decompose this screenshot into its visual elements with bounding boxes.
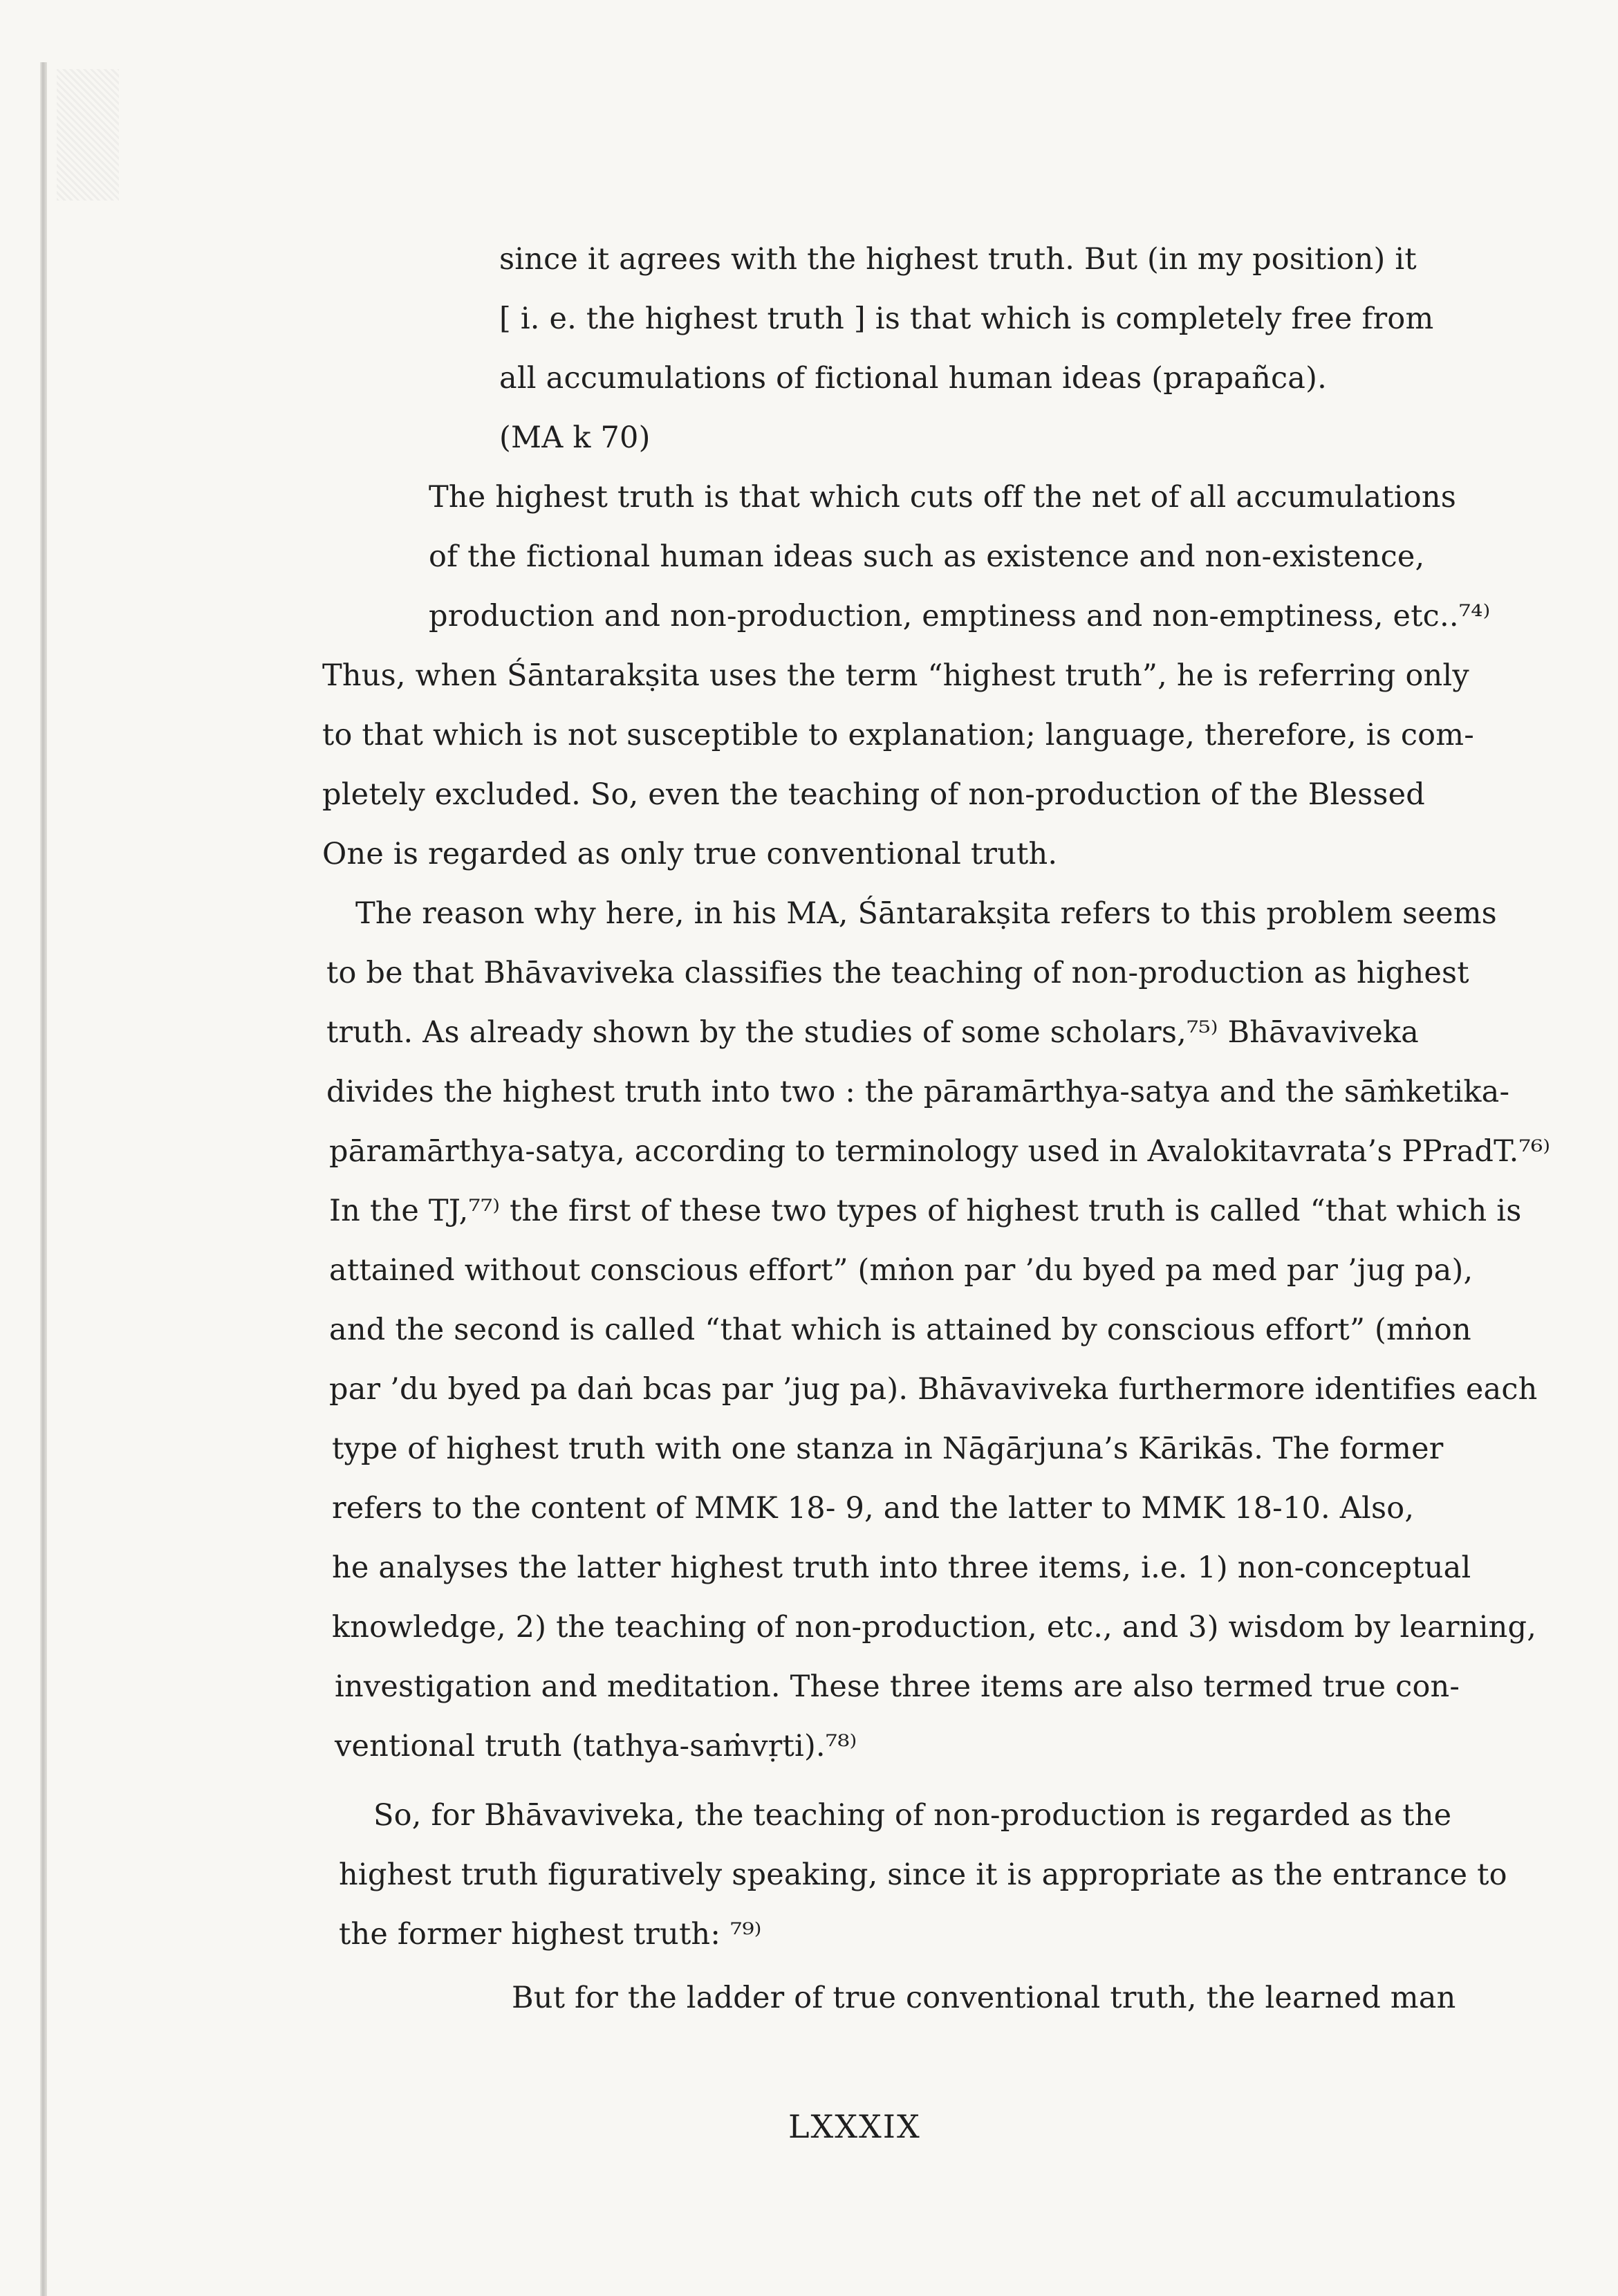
text-line: he analyses the latter highest truth into three items, i.e. 1) non-conceptual [332, 1550, 1471, 1585]
text-line: (MA k 70) [499, 420, 651, 455]
text-line: So, for Bhāvaviveka, the teaching of non-production is regarded as the [373, 1798, 1452, 1833]
text-line: since it agrees with the highest truth. But (in my position) it [499, 242, 1417, 277]
text-line: pāramārthya-satya, according to terminology used in Avalokitavrata’s PPradT.⁷⁶⁾ [329, 1134, 1551, 1169]
text-line: truth. As already shown by the studies of some scholars,⁷⁵⁾ Bhāvaviveka [326, 1015, 1420, 1050]
text-line: In the TJ,⁷⁷⁾ the first of these two types of highest truth is called “that which is [329, 1194, 1522, 1228]
text-line: highest truth figuratively speaking, since it is appropriate as the entrance to [339, 1858, 1507, 1892]
text-line: production and non-production, emptiness and non-emptiness, etc..⁷⁴⁾ [429, 599, 1491, 633]
scan-binding-edge [40, 62, 47, 2296]
text-line: and the second is called “that which is attained by conscious effort” (mṅon [329, 1313, 1471, 1347]
text-line: par ’du byed pa daṅ bcas par ’jug pa). Bhāvaviveka furthermore identifies each [329, 1372, 1538, 1407]
text-line: ventional truth (tathya-saṁvṛti).⁷⁸⁾ [335, 1729, 857, 1763]
text-line: the former highest truth: ⁷⁹⁾ [339, 1917, 762, 1952]
text-line: knowledge, 2) the teaching of non-production, etc., and 3) wisdom by learning, [332, 1610, 1537, 1645]
text-line: attained without conscious effort” (mṅon par ’du byed pa med par ’jug pa), [329, 1253, 1473, 1288]
text-line: But for the ladder of true conventional truth, the learned man [512, 1981, 1456, 2015]
text-line: One is regarded as only true conventional truth. [322, 837, 1058, 871]
scan-speckle [57, 69, 119, 201]
text-line: of the fictional human ideas such as existence and non-existence, [429, 539, 1425, 574]
text-line: investigation and meditation. These three items are also termed true con- [335, 1669, 1460, 1704]
text-line: all accumulations of fictional human ideas (prapañca). [499, 361, 1327, 396]
text-line: type of highest truth with one stanza in Nāgārjuna’s Kārikās. The former [332, 1432, 1444, 1466]
text-line: Thus, when Śāntarakṣita uses the term “highest truth”, he is referring only [322, 658, 1469, 693]
text-line: refers to the content of MMK 18- 9, and the latter to MMK 18-10. Also, [332, 1491, 1415, 1526]
text-line: divides the highest truth into two : the pāramārthya-satya and the sāṁketika- [326, 1075, 1510, 1109]
text-line: pletely excluded. So, even the teaching of non-production of the Blessed [322, 777, 1426, 812]
text-line: to be that Bhāvaviveka classifies the teaching of non-production as highest [326, 956, 1469, 990]
text-line: The highest truth is that which cuts off the net of all accumulations [429, 480, 1457, 515]
text-line: The reason why here, in his MA, Śāntarakṣita refers to this problem seems [355, 896, 1497, 931]
text-line: [ i. e. the highest truth ] is that which is completely free from [499, 302, 1434, 336]
text-line: to that which is not susceptible to explanation; language, therefore, is com- [322, 718, 1474, 752]
page-number: LXXXIX [788, 2108, 921, 2145]
